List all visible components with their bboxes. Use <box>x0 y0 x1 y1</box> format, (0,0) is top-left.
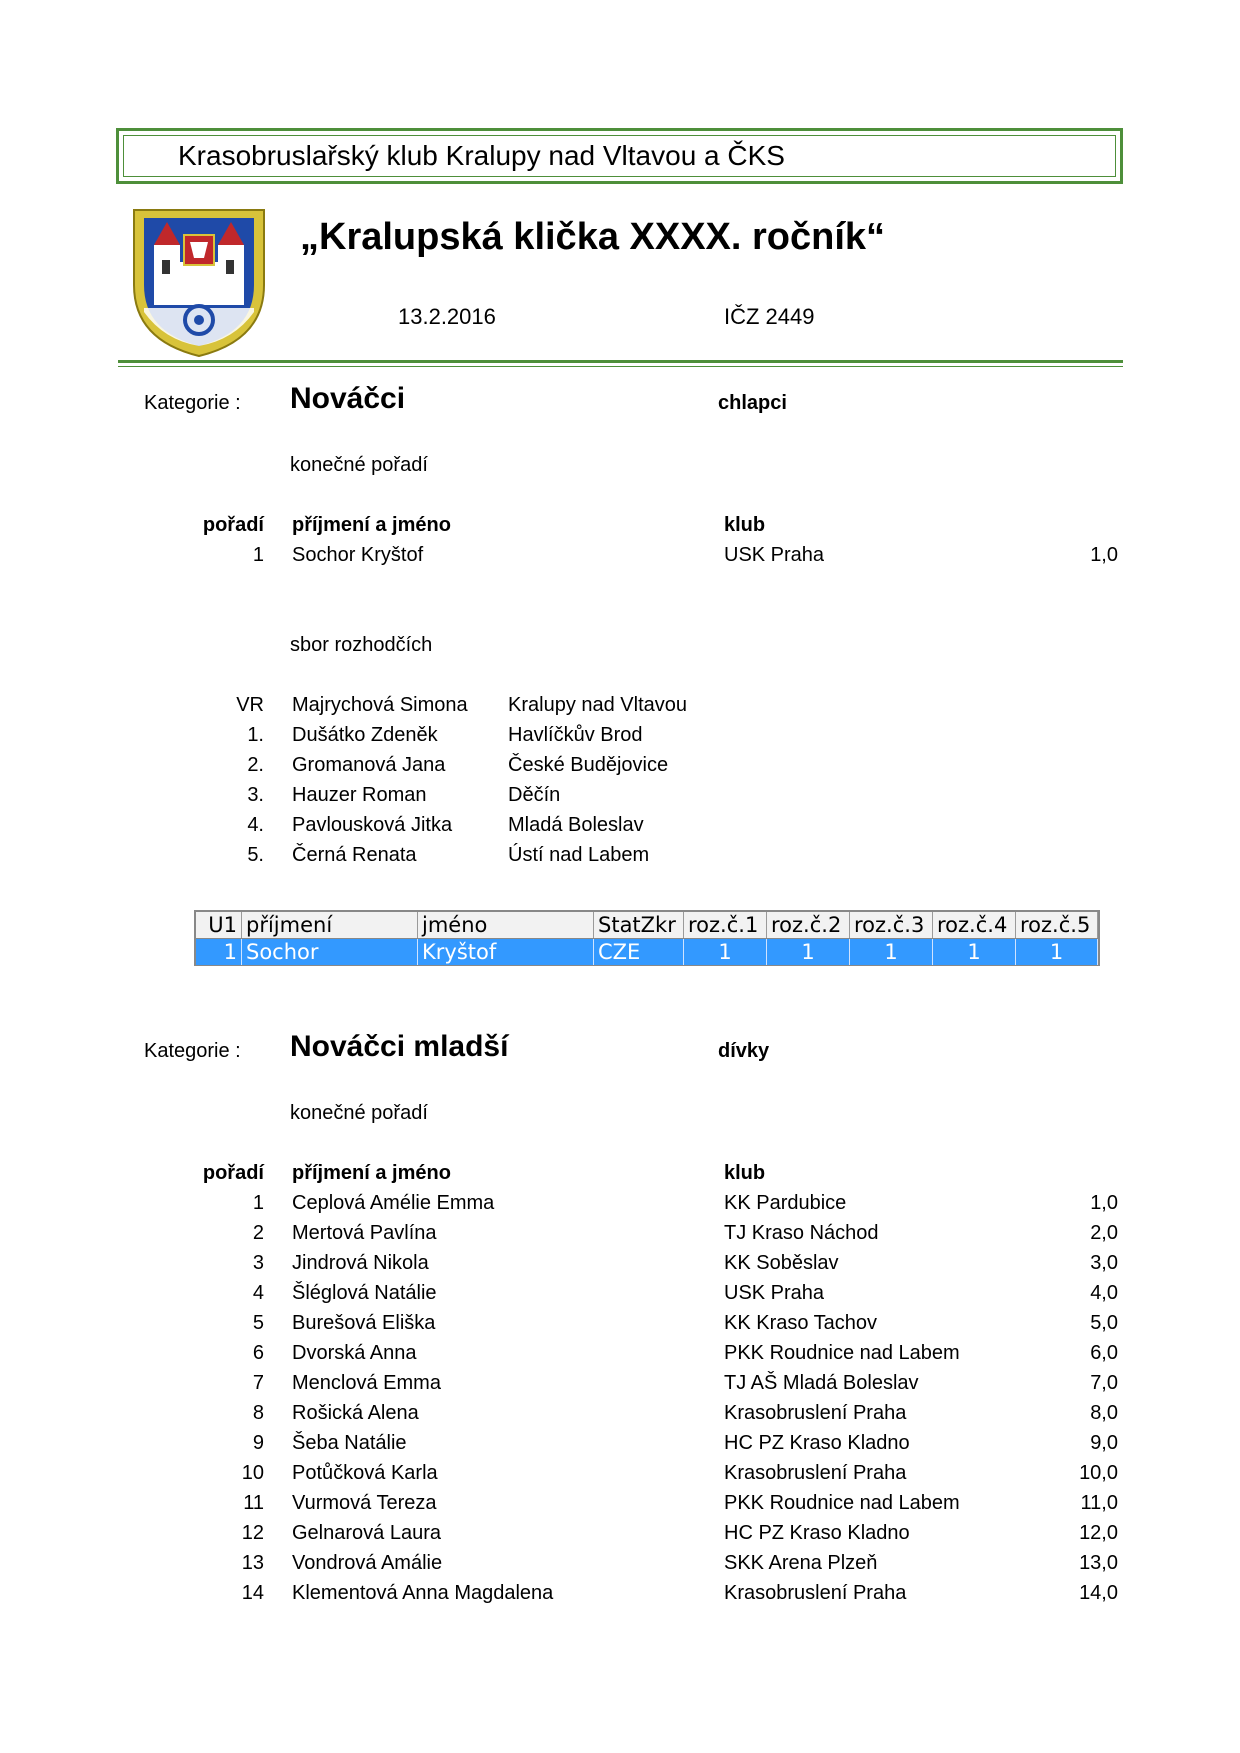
grid-selected-row[interactable] <box>196 939 1098 965</box>
judge-row <box>0 814 1240 844</box>
results-subtitle: konečné pořadí <box>290 454 428 476</box>
name-cell: Klementová Anna Magdalena <box>292 1582 554 1604</box>
results-header-row <box>0 514 1240 544</box>
rank-cell: 12 <box>241 1522 264 1544</box>
club-cell: TJ Kraso Náchod <box>724 1222 879 1244</box>
judge-city: České Budějovice <box>508 754 669 776</box>
name-cell: Ceplová Amélie Emma <box>292 1192 495 1214</box>
judge-row <box>0 694 1240 724</box>
table-row <box>0 1402 1240 1432</box>
category-name: Nováčci mladší <box>290 1030 509 1063</box>
club-cell: SKK Arena Plzeň <box>724 1552 878 1574</box>
score-cell: 2,0 <box>1090 1222 1118 1244</box>
table-row <box>0 1222 1240 1252</box>
results-header-row <box>0 1162 1240 1192</box>
rank-cell: 5 <box>252 1312 264 1334</box>
score-cell: 13,0 <box>1079 1552 1118 1574</box>
score-cell: 8,0 <box>1090 1402 1118 1424</box>
club-cell: Krasobruslení Praha <box>724 1402 907 1424</box>
name-cell: Rošická Alena <box>292 1402 419 1424</box>
club-cell: USK Praha <box>724 544 825 566</box>
score-cell: 3,0 <box>1090 1252 1118 1274</box>
judge-row <box>0 784 1240 814</box>
results-subtitle: konečné pořadí <box>290 1102 428 1124</box>
name-cell: Burešová Eliška <box>292 1312 436 1334</box>
category-name: Nováčci <box>290 382 406 415</box>
grid-cell[interactable]: 1 <box>933 939 1016 965</box>
judge-city: Havlíčkův Brod <box>508 724 643 746</box>
rank-cell: 2 <box>252 1222 264 1244</box>
table-row <box>0 1252 1240 1282</box>
club-cell: HC PZ Kraso Kladno <box>724 1432 910 1454</box>
judge-city: Děčín <box>508 784 561 806</box>
grid-col-header[interactable]: příjmení <box>242 912 418 938</box>
grid-cell[interactable]: 1 <box>196 939 242 965</box>
table-row <box>0 1432 1240 1462</box>
judge-position: 4. <box>247 814 264 836</box>
judge-city: Mladá Boleslav <box>508 814 644 836</box>
judge-city: Kralupy nad Vltavou <box>508 694 688 716</box>
score-cell: 4,0 <box>1090 1282 1118 1304</box>
grid-cell[interactable]: 1 <box>767 939 850 965</box>
event-title: „Kralupská klička XXXX. ročník“ <box>300 216 886 258</box>
judge-position: 5. <box>247 844 264 866</box>
rank-cell: 11 <box>243 1492 264 1514</box>
judge-row <box>0 724 1240 754</box>
rank-cell: 9 <box>252 1432 264 1454</box>
rank-cell: 13 <box>241 1552 264 1574</box>
name-cell: Šléglová Natálie <box>292 1282 437 1304</box>
club-cell: USK Praha <box>724 1282 825 1304</box>
rank-cell: 8 <box>252 1402 264 1424</box>
grid-col-header[interactable]: StatZkr <box>594 912 684 938</box>
grid-cell[interactable]: Sochor <box>242 939 418 965</box>
judge-position: 3. <box>247 784 264 806</box>
club-cell: PKK Roudnice nad Labem <box>724 1342 960 1364</box>
score-cell: 1,0 <box>1090 1192 1118 1214</box>
category-gender: dívky <box>718 1040 770 1062</box>
name-cell: Mertová Pavlína <box>292 1222 437 1244</box>
name-header: příjmení a jméno <box>292 1162 451 1184</box>
name-cell: Menclová Emma <box>292 1372 441 1394</box>
table-row <box>0 1282 1240 1312</box>
rank-cell: 10 <box>241 1462 264 1484</box>
grid-col-header[interactable]: roz.č.1 <box>684 912 767 938</box>
rank-cell: 1 <box>252 1192 264 1214</box>
name-cell: Gelnarová Laura <box>292 1522 441 1544</box>
score-cell: 11,0 <box>1080 1492 1118 1514</box>
score-cell: 9,0 <box>1090 1432 1118 1454</box>
grid-col-header[interactable]: roz.č.3 <box>850 912 933 938</box>
rank-header: pořadí <box>202 1162 264 1184</box>
judge-position: 1. <box>247 724 264 746</box>
score-cell: 7,0 <box>1090 1372 1118 1394</box>
judge-name: Gromanová Jana <box>292 754 446 776</box>
table-row <box>0 1522 1240 1552</box>
grid-cell[interactable]: CZE <box>594 939 684 965</box>
grid-col-header[interactable]: U1 <box>196 912 242 938</box>
club-cell: PKK Roudnice nad Labem <box>724 1492 960 1514</box>
judge-name: Pavlousková Jitka <box>292 814 453 836</box>
rank-cell: 1 <box>252 544 264 566</box>
score-cell: 1,0 <box>1090 544 1118 566</box>
table-row <box>0 1582 1240 1612</box>
rank-cell: 4 <box>252 1282 264 1304</box>
score-cell: 14,0 <box>1079 1582 1118 1604</box>
score-cell: 12,0 <box>1079 1522 1118 1544</box>
category-label: Kategorie : <box>144 1040 241 1062</box>
divider <box>118 366 1123 367</box>
score-cell: 6,0 <box>1090 1342 1118 1364</box>
judge-name: Dušátko Zdeněk <box>292 724 438 746</box>
club-cell: KK Kraso Tachov <box>724 1312 878 1334</box>
town-crest-logo <box>124 190 274 360</box>
club-cell: HC PZ Kraso Kladno <box>724 1522 910 1544</box>
table-row <box>0 1372 1240 1402</box>
rank-header: pořadí <box>202 514 264 536</box>
name-header: příjmení a jméno <box>292 514 451 536</box>
club-cell: Krasobruslení Praha <box>724 1462 907 1484</box>
judge-city: Ústí nad Labem <box>508 844 650 866</box>
score-cell: 5,0 <box>1090 1312 1118 1334</box>
scores-grid <box>194 910 1100 966</box>
rank-cell: 7 <box>252 1372 264 1394</box>
rank-cell: 14 <box>241 1582 264 1604</box>
grid-cell[interactable]: 1 <box>850 939 933 965</box>
club-cell: KK Soběslav <box>724 1252 839 1274</box>
judge-name: Hauzer Roman <box>292 784 427 806</box>
rank-cell: 6 <box>252 1342 264 1364</box>
event-date: 13.2.2016 <box>398 304 496 329</box>
grid-cell[interactable]: 1 <box>684 939 767 965</box>
judge-row <box>0 754 1240 784</box>
name-cell: Potůčková Karla <box>292 1462 438 1484</box>
club-header: klub <box>724 514 766 536</box>
name-cell: Sochor Kryštof <box>292 544 424 566</box>
club-line: Krasobruslařský klub Kralupy nad Vltavou a ČKS <box>178 140 785 171</box>
category-label: Kategorie : <box>144 392 241 414</box>
club-cell: Krasobruslení Praha <box>724 1582 907 1604</box>
name-cell: Vondrová Amálie <box>292 1552 443 1574</box>
judge-position: VR <box>236 694 264 716</box>
club-cell: TJ AŠ Mladá Boleslav <box>724 1372 919 1394</box>
judges-title: sbor rozhodčích <box>290 634 433 656</box>
judge-row <box>0 844 1240 874</box>
club-header: klub <box>724 1162 766 1184</box>
grid-cell[interactable]: 1 <box>1016 939 1098 965</box>
table-row <box>0 1552 1240 1582</box>
table-row <box>0 1342 1240 1372</box>
category-gender: chlapci <box>718 392 787 414</box>
judge-name: Černá Renata <box>292 844 417 866</box>
name-cell: Jindrová Nikola <box>292 1252 429 1274</box>
table-row <box>0 1462 1240 1492</box>
grid-col-header[interactable]: roz.č.4 <box>933 912 1016 938</box>
grid-col-header[interactable]: jméno <box>418 912 594 938</box>
name-cell: Dvorská Anna <box>292 1342 417 1364</box>
score-cell: 10,0 <box>1079 1462 1118 1484</box>
judge-position: 2. <box>247 754 264 776</box>
grid-cell[interactable]: Kryštof <box>418 939 594 965</box>
table-row <box>0 1492 1240 1522</box>
name-cell: Vurmová Tereza <box>292 1492 437 1514</box>
rank-cell: 3 <box>252 1252 264 1274</box>
event-icz: IČZ 2449 <box>724 304 815 329</box>
name-cell: Šeba Natálie <box>292 1432 407 1454</box>
judge-name: Majrychová Simona <box>292 694 468 716</box>
grid-col-header[interactable]: roz.č.5 <box>1016 912 1098 938</box>
table-row <box>0 1192 1240 1222</box>
grid-header-row <box>196 912 1098 939</box>
club-cell: KK Pardubice <box>724 1192 847 1214</box>
table-row <box>0 1312 1240 1342</box>
grid-col-header[interactable]: roz.č.2 <box>767 912 850 938</box>
divider <box>118 360 1123 363</box>
table-row <box>0 544 1240 574</box>
